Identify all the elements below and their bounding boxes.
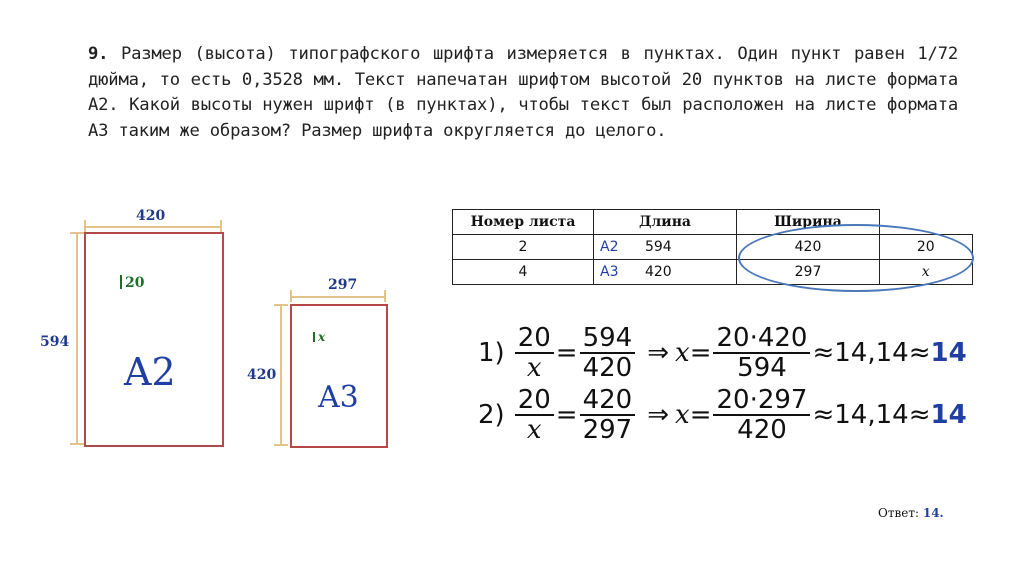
fraction [515,324,554,382]
table-cell-length-value: 420 [644,264,672,280]
a2-width-tick-left [84,220,86,232]
problem-text: Размер (высота) типографского шрифта измеряется в пунктах. Один пункт равен 1/72 дюйма, то есть 0,3528 мм. Текст напечатан шрифтом высотой 20 пунктов на листе формата А2. Какой высоты нужен шрифт (в пунктах), чтобы текст был расположен на листе формата А3 таким же образом? Размер шрифта округляется до целого. [88,44,958,141]
formula-label: 1) [478,338,505,368]
numerator: 594 [580,324,636,354]
highlight-ellipse [738,224,974,292]
numerator: 20 [515,386,554,416]
fraction [580,386,636,444]
fraction [713,386,810,444]
a3-width-line [290,296,386,298]
answer [878,506,944,520]
table-cell-length [594,260,737,285]
a3-sheet [290,304,388,448]
fraction [580,324,636,382]
a2-height-label: 594 [40,334,70,350]
approx-value: 14,14 [834,338,909,368]
fraction [515,386,554,444]
table-cell-font: x [880,260,973,285]
a2-width-label: 420 [136,208,166,224]
table-cell-length-value: 594 [644,239,672,255]
a2-font-label: 20 [125,275,145,291]
a2-sheet [84,232,224,447]
approx-value: 14,14 [834,400,909,430]
a3-width-tick-left [290,290,292,302]
approx-icon: ≈ [812,400,835,430]
table-cell-width: 297 [737,260,880,285]
formula-result: 14 [930,338,967,368]
problem-statement [88,42,958,144]
denominator: 297 [582,415,633,445]
answer-value: 14. [922,506,944,520]
answer-label: Ответ: [878,506,920,520]
implies-icon: ⇒ [647,338,670,368]
font-height-bar-icon [313,332,315,342]
a3-height-label: 420 [247,367,277,383]
table-header: Ширина [737,210,880,235]
a3-sheet-name: A3 [318,380,359,415]
table-cell-format: A3 [600,264,619,280]
a3-height-tick-bottom [274,444,288,446]
approx-icon: ≈ [908,400,931,430]
denominator: 420 [582,353,633,383]
a3-font-label: x [318,330,326,344]
variable-x: x [675,400,690,430]
a2-height-line [76,232,78,444]
a3-height-line [280,304,282,446]
table-header: Номер листа [453,210,594,235]
denominator: x [526,415,542,445]
numerator: 20·420 [713,324,810,354]
table-cell-format: A2 [600,239,619,255]
a3-font-mark [313,330,325,344]
table-cell-num: 4 [453,260,594,285]
a2-width-tick-right [220,220,222,232]
a2-height-tick-top [70,232,84,234]
formula-result: 14 [930,400,967,430]
formula-label: 2) [478,400,505,430]
problem-number: 9. [88,44,109,64]
approx-icon: ≈ [812,338,835,368]
a2-width-line [84,226,222,228]
font-height-bar-icon [120,275,122,289]
fraction [713,324,810,382]
numerator: 20 [515,324,554,354]
table-cell-num: 2 [453,235,594,260]
denominator: x [526,353,542,383]
table-cell-width: 420 [737,235,880,260]
a3-width-tick-right [384,290,386,302]
table-cell-font: 20 [880,235,973,260]
a3-width-label: 297 [328,277,358,293]
table-header: Длина [594,210,737,235]
formula-1: 1) $\frac{20}{x}$ = $\frac{594}{420}$ ⇒ x = $\frac{20\cdot 420}{594}$ ≈ 14,14 ≈ 14 [478,323,967,383]
implies-icon: ⇒ [647,400,670,430]
formula-2: 2) $\frac{20}{x}$ = $\frac{420}{297}$ ⇒ x = $\frac{20\cdot 297}{420}$ ≈ 14,14 ≈ 14 [478,385,967,445]
a2-sheet-name: A2 [124,350,176,394]
denominator: 420 [737,415,787,445]
denominator: 594 [737,353,787,383]
table-cell-length [594,235,737,260]
a2-height-tick-bottom [70,443,84,445]
a2-font-mark [120,275,144,291]
a3-height-tick-top [274,304,288,306]
approx-icon: ≈ [908,338,931,368]
variable-x: x [675,338,690,368]
numerator: 420 [580,386,636,416]
numerator: 20·297 [713,386,810,416]
